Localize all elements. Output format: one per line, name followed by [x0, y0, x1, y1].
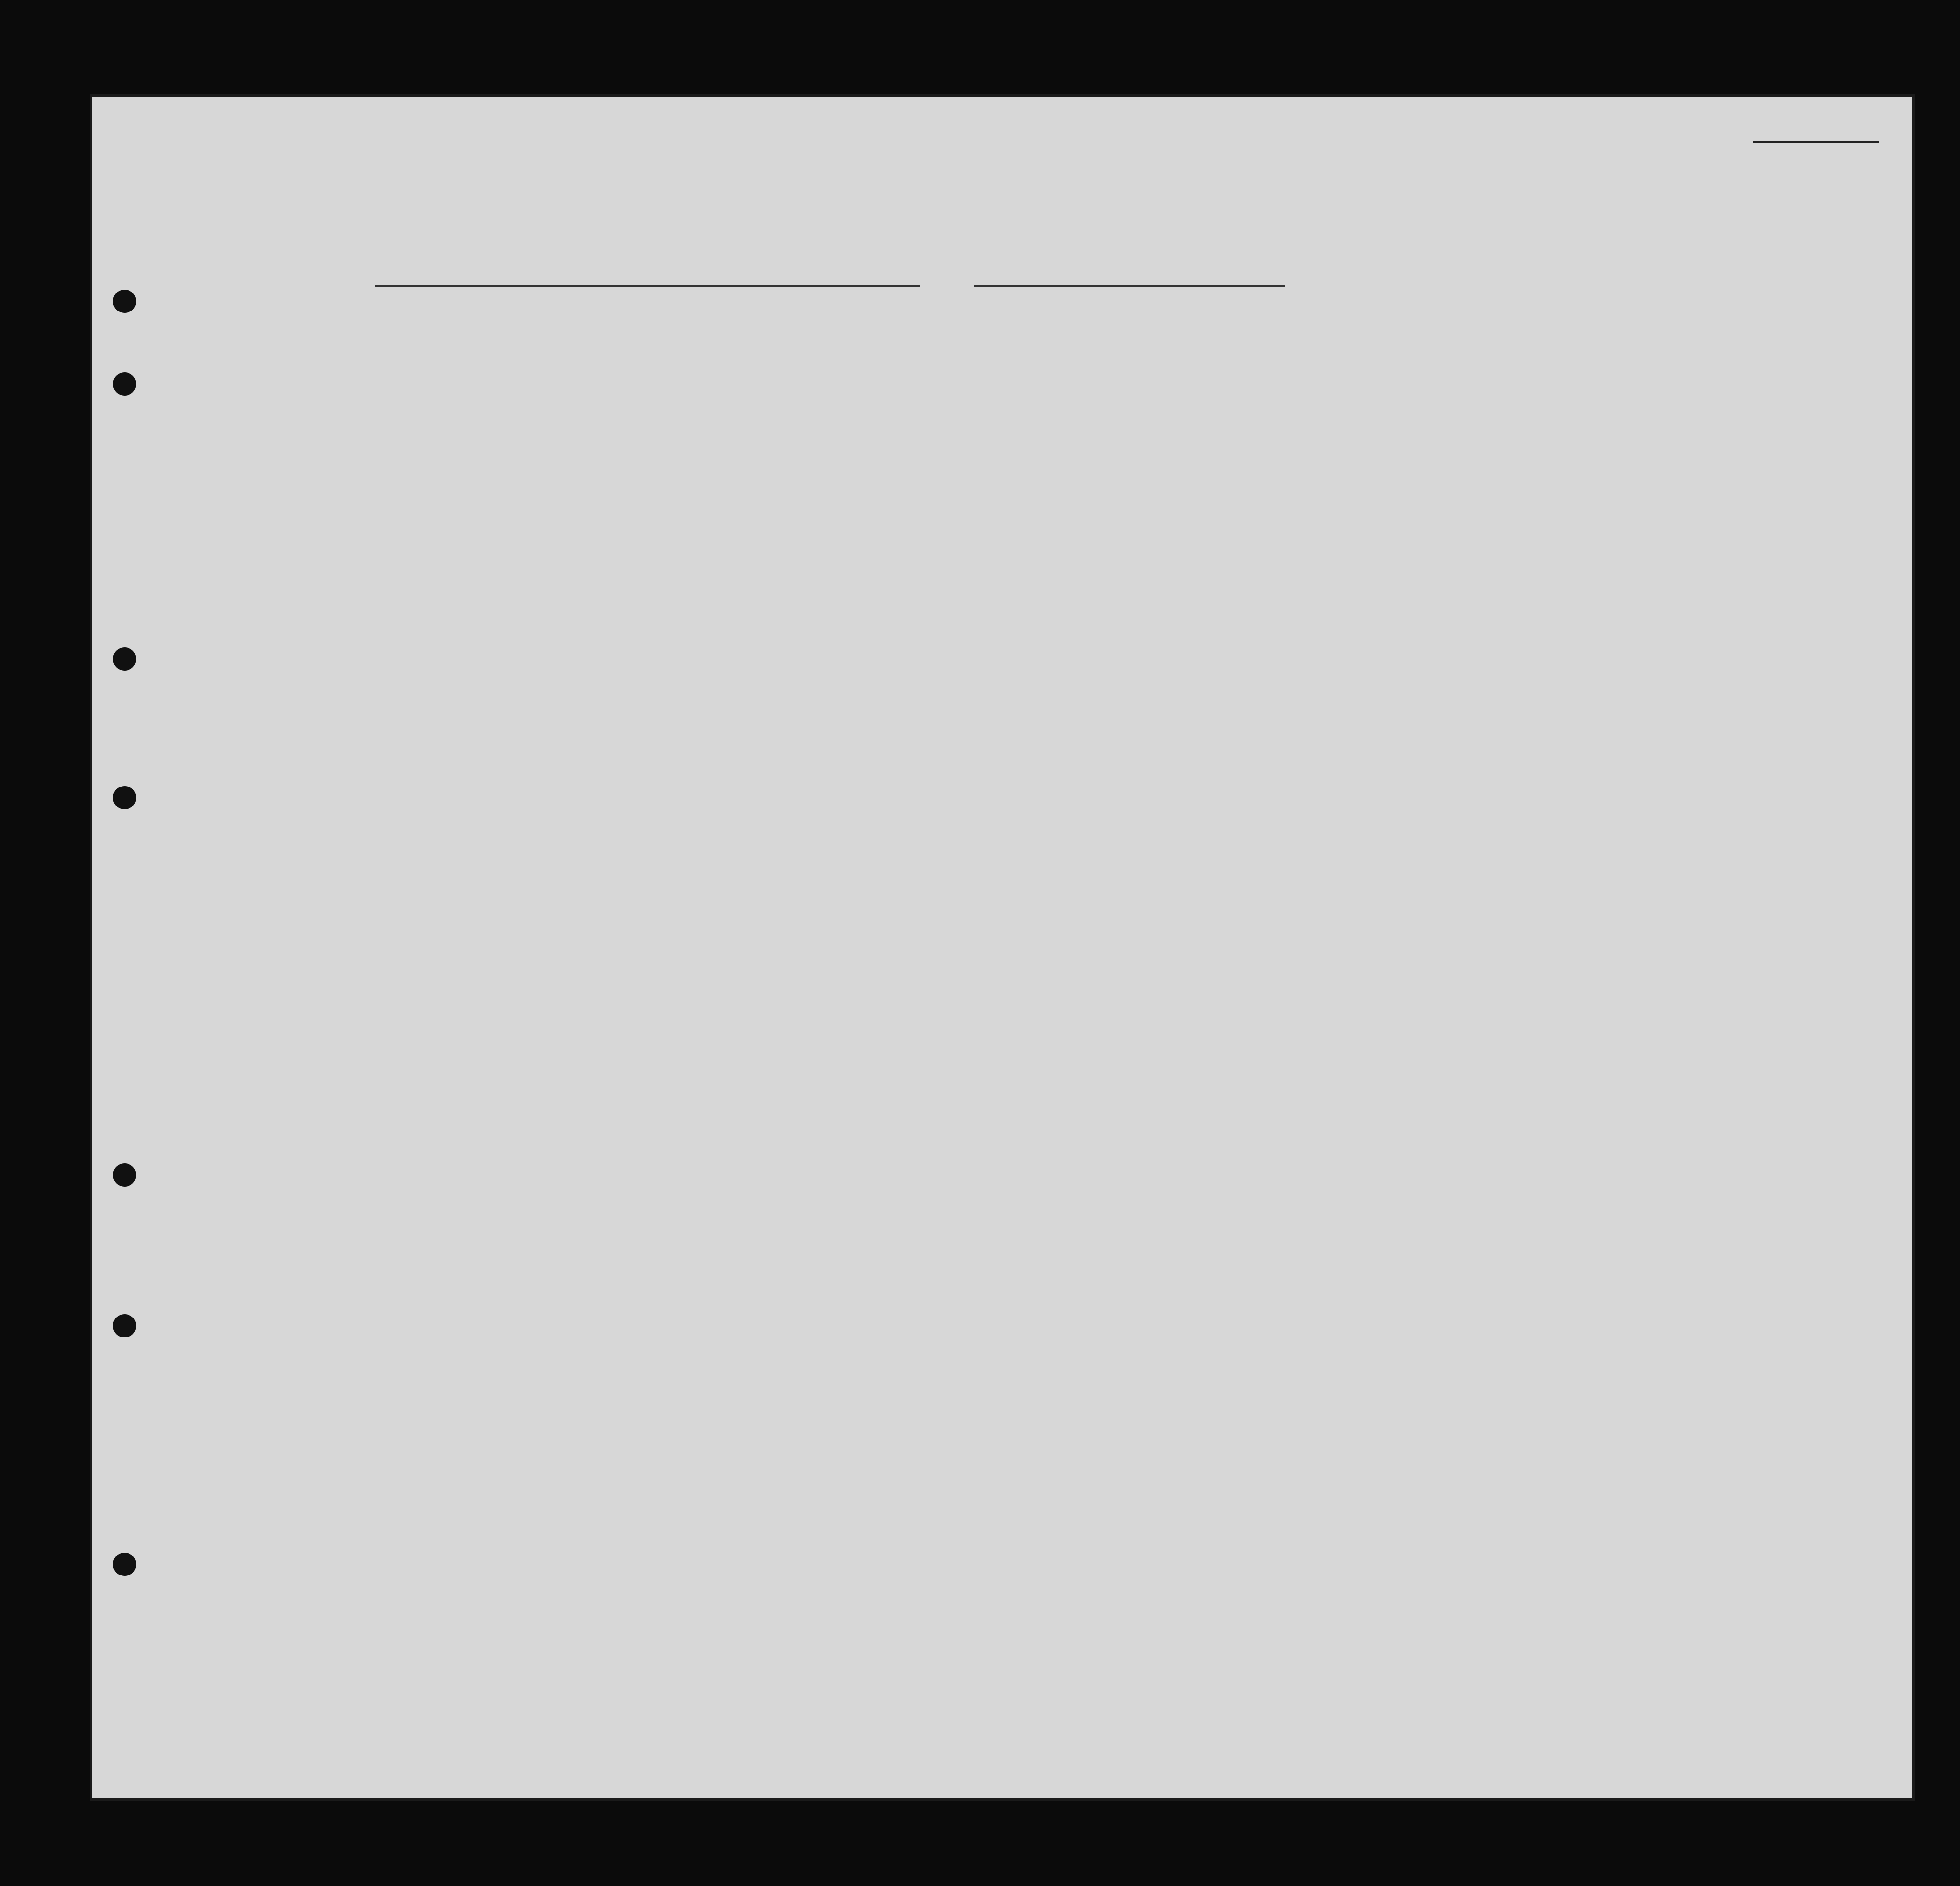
- manifest-sheet: [92, 97, 1912, 1798]
- manifest-table: [92, 97, 1912, 1557]
